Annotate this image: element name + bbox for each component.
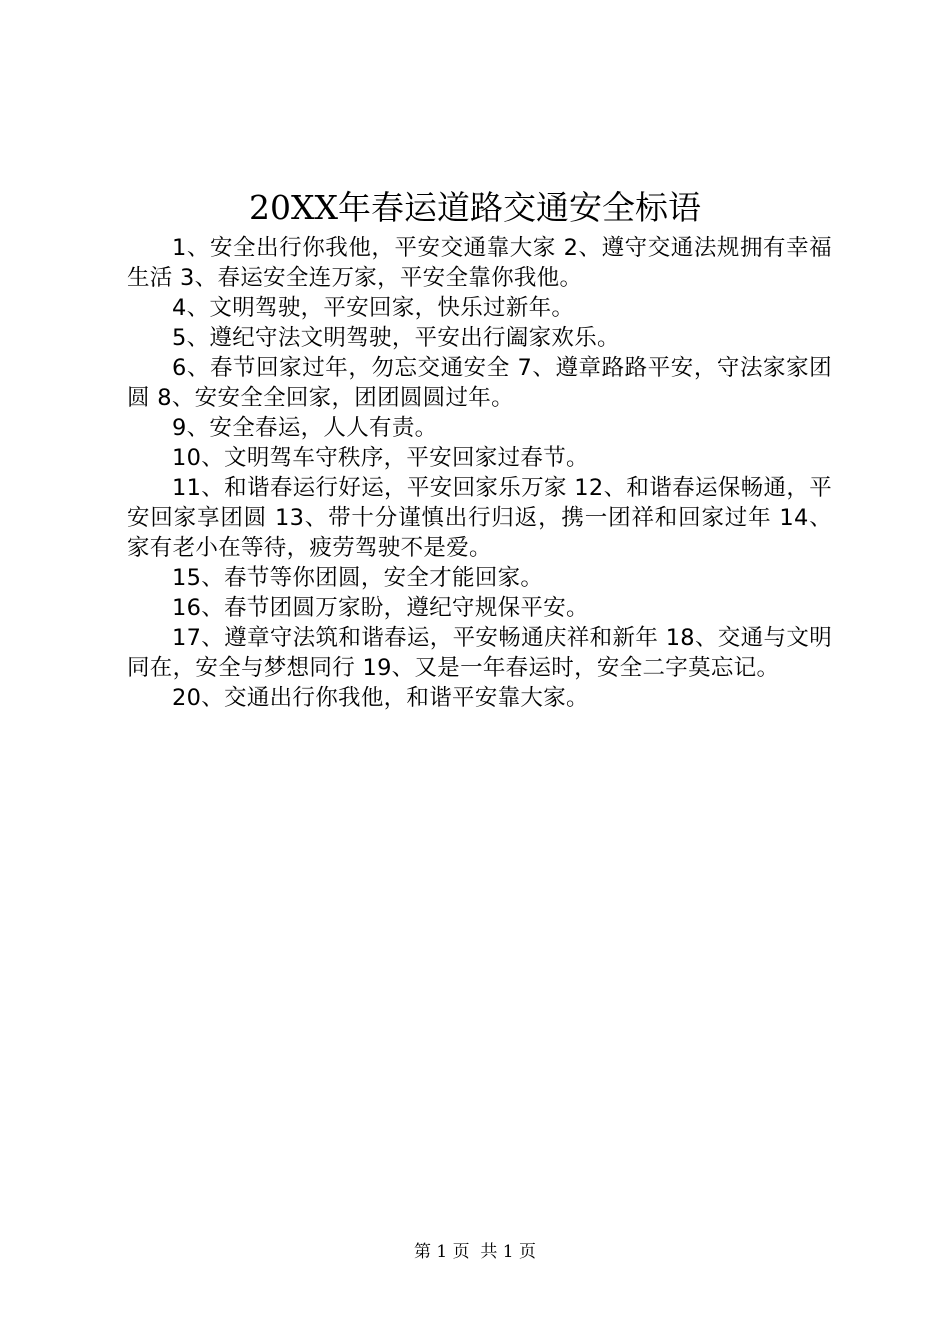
- paragraph-2: 4、文明驾驶，平安回家，快乐过新年。: [172, 295, 575, 321]
- paragraph-6: 10、文明驾车守秩序，平安回家过春节。: [172, 445, 589, 471]
- page-footer: [0, 1240, 950, 1264]
- paragraph-8: 15、春节等你团圆，安全才能回家。: [172, 565, 544, 591]
- paragraph-1: 1、安全出行你我他，平安交通靠大家 2、遵守交通法规拥有幸福生活 3、春运安全连万家，平安全靠你我他。: [127, 235, 832, 291]
- paragraph-11: 20、交通出行你我他，和谐平安靠大家。: [172, 685, 589, 711]
- paragraph-9: 16、春节团圆万家盼，遵纪守规保平安。: [172, 595, 589, 621]
- document-body: [127, 233, 832, 713]
- paragraph-7: 11、和谐春运行好运，平安回家乐万家 12、和谐春运保畅通，平安回家享团圆 13、带十分谨慎出行归返，携一团祥和回家过年 14、家有老小在等待，疲劳驾驶不是爱。: [127, 475, 832, 561]
- page-number-label: 第 1 页 共 1 页: [413, 1242, 537, 1262]
- paragraph-4: 6、春节回家过年，勿忘交通安全 7、遵章路路平安，守法家家团圆 8、安安全全回家，团团圆圆过年。: [127, 355, 832, 411]
- paragraph-10: 17、遵章守法筑和谐春运，平安畅通庆祥和新年 18、交通与文明同在，安全与梦想同行 19、又是一年春运时，安全二字莫忘记。: [127, 625, 832, 681]
- paragraph-3: 5、遵纪守法文明驾驶，平安出行阖家欢乐。: [172, 325, 620, 351]
- paragraph-5: 9、安全春运，人人有责。: [172, 415, 438, 441]
- document-title: 20XX年春运道路交通安全标语: [249, 188, 701, 227]
